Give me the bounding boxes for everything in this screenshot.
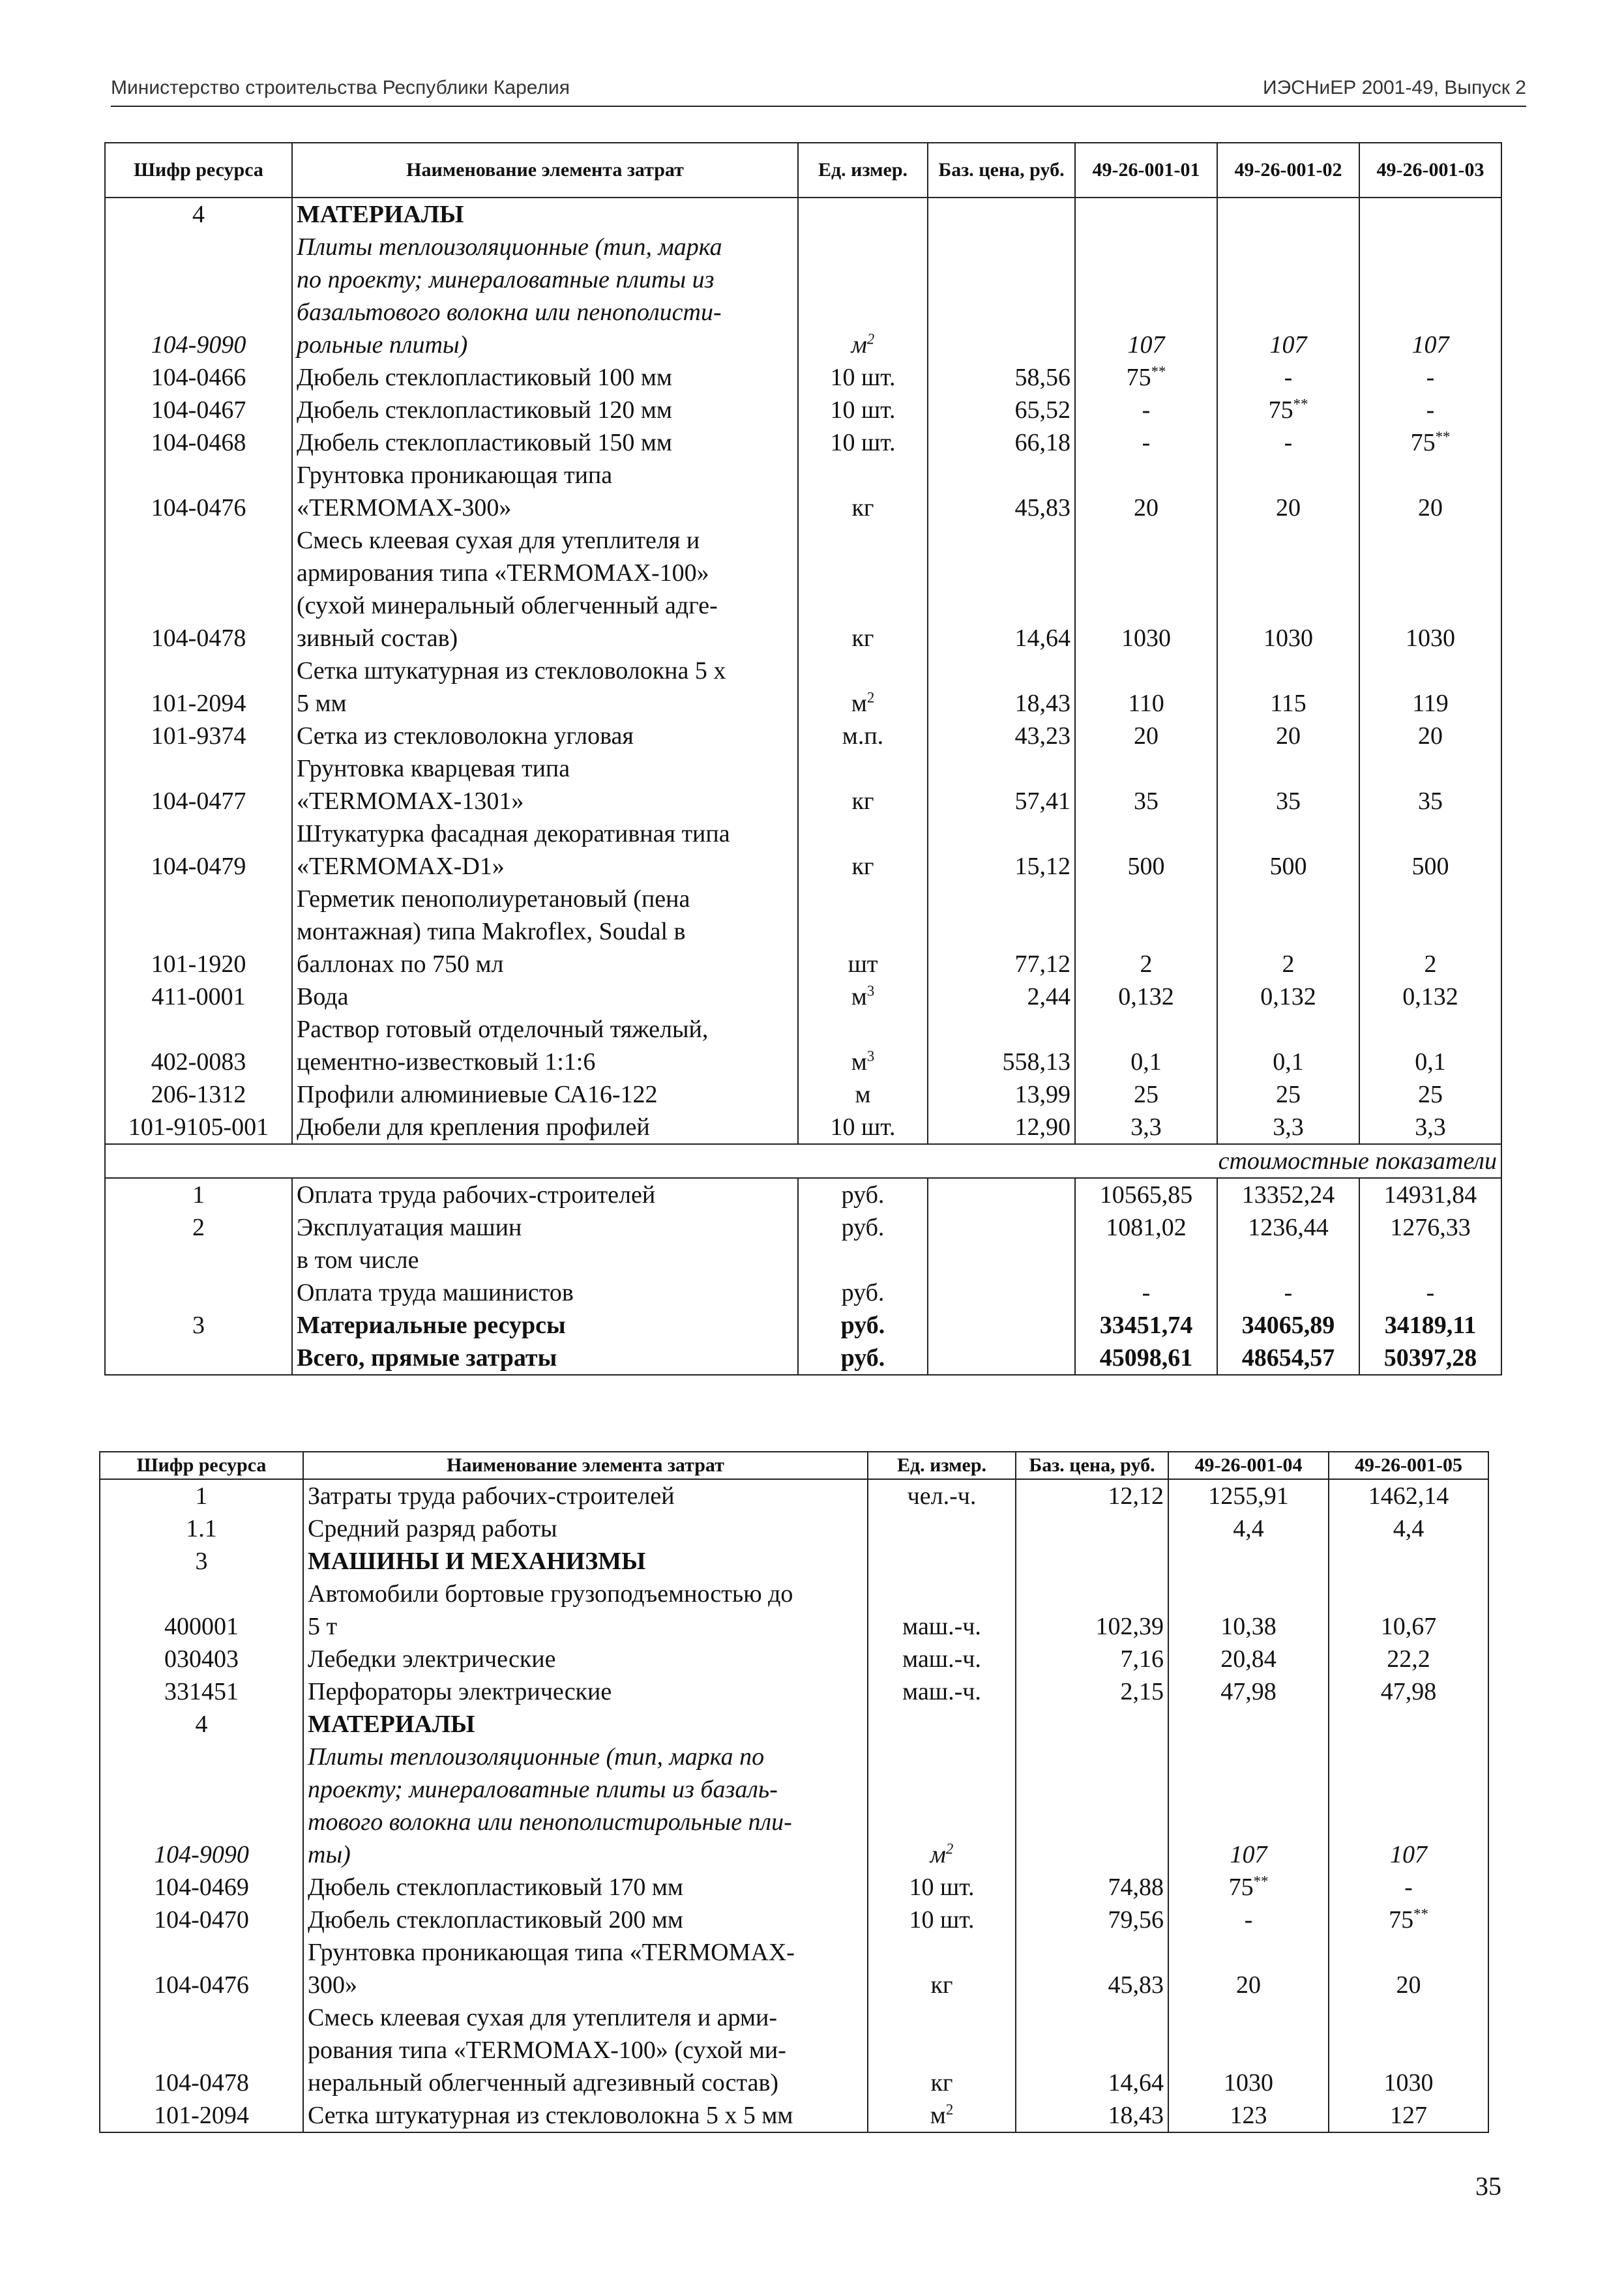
cost-item-name: Смесь клеевая сухая для утеплителя и арми- рования типа «TERMOMAX-100» (сухой ми- неральный облегченный адгезивный состав) [303,2001,868,2099]
cost-table-2 [99,1451,1489,2133]
cost-item-name: Автомобили бортовые грузоподъемностью до 5 т [303,1578,868,1643]
norm-value-v1: 45098,61 [1075,1342,1217,1375]
norm-value-v1: - [1075,426,1217,459]
norm-value-v2: 1030 [1329,2001,1488,2099]
base-price [928,1244,1075,1276]
base-price: 65,52 [928,394,1075,426]
resource-code: 104-0468 [105,426,292,459]
norm-value-v1: 75** [1075,361,1217,394]
norm-value-v2: 107 [1217,231,1359,361]
cost-item-name: в том числе [292,1244,798,1276]
cost-item-name: Дюбель стеклопластиковый 100 мм [292,361,798,394]
norm-value-v3: 20 [1359,459,1501,524]
cost-item-name: МАТЕРИАЛЫ [303,1708,868,1741]
cost-item-name: Сетка из стекловолокна угловая [292,720,798,752]
resource-code: 104-0478 [105,524,292,655]
resource-code: 411-0001 [105,980,292,1013]
base-price: 43,23 [928,720,1075,752]
norm-value-v3: 500 [1359,817,1501,883]
table-row [105,459,1501,524]
norm-value-v2: 48654,57 [1217,1342,1359,1375]
cost-item-name: Раствор готовый отделочный тяжелый, цементно-известковый 1:1:6 [292,1013,798,1078]
base-price: 74,88 [1016,1871,1168,1904]
col-header-norm-05: 49-26-001-05 [1329,1452,1488,1479]
norm-value-v3: 75** [1359,426,1501,459]
cost-item-name: Лебедки электрические [303,1643,868,1675]
cost-item-name: МАШИНЫ И МЕХАНИЗМЫ [303,1545,868,1578]
resource-code: 104-0467 [105,394,292,426]
norm-value-v2: 1462,14 [1329,1479,1488,1512]
norm-value-v2: 2 [1217,883,1359,980]
table-row [105,883,1501,980]
unit-of-measure: кг [798,817,928,883]
col-header-norm-03: 49-26-001-03 [1359,143,1501,198]
unit-of-measure: $м^2$ [868,2099,1016,2132]
norm-value-v2: 1030 [1217,524,1359,655]
table-row [105,1078,1501,1111]
norm-value-v2: 115 [1217,655,1359,720]
header-ministry: Министерство строительства Республики Карелия [111,77,570,98]
norm-value-v1: 0,132 [1075,980,1217,1013]
table-header-row [100,1452,1488,1479]
norm-value-v2: - [1217,361,1359,394]
unit-of-measure [868,1545,1016,1578]
norm-value-v2: 10,67 [1329,1578,1488,1643]
unit-of-measure: кг [798,459,928,524]
unit-of-measure: $м^2$ [798,231,928,361]
unit-of-measure: маш.-ч. [868,1643,1016,1675]
norm-value-v3: 119 [1359,655,1501,720]
table1-cost-body [105,1144,1501,1375]
norm-value-v1: 33451,74 [1075,1309,1217,1342]
unit-of-measure [868,1512,1016,1545]
cost-item-name: Дюбели для крепления профилей [292,1111,798,1144]
norm-value-v3: - [1359,1276,1501,1309]
norm-value-v1: 35 [1075,752,1217,817]
unit-of-measure: руб. [798,1342,928,1375]
table-row [105,980,1501,1013]
norm-value-v1: 1030 [1075,524,1217,655]
resource-code: 104-0476 [100,1936,303,2001]
norm-value-v2: 35 [1217,752,1359,817]
cost-item-name: Всего, прямые затраты [292,1342,798,1375]
base-price: 18,43 [1016,2099,1168,2132]
resource-code: 101-9105-001 [105,1111,292,1144]
unit-of-measure: шт [798,883,928,980]
norm-value-v1: 107 [1075,231,1217,361]
table-row [105,655,1501,720]
resource-code: 101-2094 [100,2099,303,2132]
base-price: 45,83 [1016,1936,1168,2001]
norm-value-v2: 34065,89 [1217,1309,1359,1342]
norm-value-v1: 1255,91 [1168,1479,1329,1512]
resource-code: 104-0479 [105,817,292,883]
norm-value-v1: - [1075,1276,1217,1309]
resource-code: 400001 [100,1578,303,1643]
norm-value-v1: 1030 [1168,2001,1329,2099]
norm-value-v3: 2 [1359,883,1501,980]
norm-value-v1: 75** [1168,1871,1329,1904]
header-rule [111,106,1526,107]
cost-item-name: Затраты труда рабочих-строителей [303,1479,868,1512]
cost-item-name: Дюбель стеклопластиковый 120 мм [292,394,798,426]
norm-value-v3: 35 [1359,752,1501,817]
cost-item-name: Перфораторы электрические [303,1675,868,1708]
norm-value-v2: 75** [1217,394,1359,426]
table-row [100,1643,1488,1675]
norm-value-v1: 500 [1075,817,1217,883]
col-header-code: Шифр ресурса [105,143,292,198]
norm-value-v1 [1168,1708,1329,1741]
unit-of-measure: руб. [798,1309,928,1342]
table-row [105,1013,1501,1078]
table2-body [100,1479,1488,2132]
unit-of-measure: 10 шт. [798,1111,928,1144]
norm-value-v3: 20 [1359,720,1501,752]
table-row [100,1741,1488,1871]
norm-value-v1: 0,1 [1075,1013,1217,1078]
unit-of-measure: $м^2$ [868,1741,1016,1871]
resource-code: 3 [100,1545,303,1578]
base-price [1016,1512,1168,1545]
norm-value-v1: - [1075,394,1217,426]
base-price [928,1342,1075,1375]
unit-of-measure: $м^3$ [798,1013,928,1078]
table-row [105,1244,1501,1276]
unit-of-measure: кг [868,1936,1016,2001]
table-row [105,1309,1501,1342]
table-row [105,524,1501,655]
base-price [928,231,1075,361]
unit-of-measure: руб. [798,1276,928,1309]
table-row [105,752,1501,817]
cost-item-name: МАТЕРИАЛЫ [292,198,798,231]
table-row [105,1342,1501,1375]
norm-value-v3: 0,1 [1359,1013,1501,1078]
base-price: 2,15 [1016,1675,1168,1708]
base-price: 77,12 [928,883,1075,980]
norm-value-v1: 3,3 [1075,1111,1217,1144]
base-price [1016,1545,1168,1578]
base-price [928,1276,1075,1309]
col-header-norm-04: 49-26-001-04 [1168,1452,1329,1479]
norm-value-v1: - [1168,1904,1329,1936]
norm-value-v3: 34189,11 [1359,1309,1501,1342]
col-header-norm-01: 49-26-001-01 [1075,143,1217,198]
section-row [100,1545,1488,1578]
unit-of-measure: 10 шт. [868,1904,1016,1936]
cost-item-name: Дюбель стеклопластиковый 200 мм [303,1904,868,1936]
resource-code: 030403 [100,1643,303,1675]
unit-of-measure: 10 шт. [868,1871,1016,1904]
norm-value-v1: 25 [1075,1078,1217,1111]
unit-of-measure: $м^2$ [798,655,928,720]
table-row [105,1211,1501,1244]
norm-value-v1: 20 [1075,459,1217,524]
table-row [100,1675,1488,1708]
cost-item-name: Вода [292,980,798,1013]
norm-value-v1: 20,84 [1168,1643,1329,1675]
norm-value-v2: 4,4 [1329,1512,1488,1545]
table-row [100,2001,1488,2099]
table-row [105,1111,1501,1144]
table-row [100,1904,1488,1936]
resource-code: 104-0470 [100,1904,303,1936]
table-row [105,394,1501,426]
section-row [100,1708,1488,1741]
norm-value-v3: 0,132 [1359,980,1501,1013]
resource-code: 1 [100,1479,303,1512]
cost-item-name: Средний разряд работы [303,1512,868,1545]
cost-item-name: Плиты теплоизоляционные (тип, марка по проекту; минераловатные плиты из базаль- тового волокна или пенополистирольные пли- ты) [303,1741,868,1871]
base-price: 102,39 [1016,1578,1168,1643]
col-header-unit: Ед. измер. [798,143,928,198]
norm-value-v2: 127 [1329,2099,1488,2132]
norm-value-v2: 0,1 [1217,1013,1359,1078]
norm-value-v1: 1081,02 [1075,1211,1217,1244]
base-price: 13,99 [928,1078,1075,1111]
norm-value-v2: 1236,44 [1217,1211,1359,1244]
col-header-code: Шифр ресурса [100,1452,303,1479]
norm-value-v3: 50397,28 [1359,1342,1501,1375]
norm-value-v1: 10,38 [1168,1578,1329,1643]
col-header-name: Наименование элемента затрат [303,1452,868,1479]
norm-value-v2 [1217,198,1359,231]
norm-value-v2: 25 [1217,1078,1359,1111]
norm-value-v2: - [1217,426,1359,459]
norm-value-v2: 0,132 [1217,980,1359,1013]
base-price [1016,1741,1168,1871]
base-price: 66,18 [928,426,1075,459]
norm-value-v3: 1030 [1359,524,1501,655]
col-header-name: Наименование элемента затрат [292,143,798,198]
base-price: 2,44 [928,980,1075,1013]
base-price: 558,13 [928,1013,1075,1078]
resource-code: 104-0477 [105,752,292,817]
resource-code: 402-0083 [105,1013,292,1078]
unit-of-measure: $м^3$ [798,980,928,1013]
table-row [105,426,1501,459]
norm-value-v3: - [1359,394,1501,426]
norm-value-v2: - [1217,1276,1359,1309]
cost-item-name: Смесь клеевая сухая для утеплителя и армирования типа «TERMOMAX-100» (сухой минеральный облегченный адге- зивный состав) [292,524,798,655]
resource-code: 104-0469 [100,1871,303,1904]
page-number: 35 [1475,2171,1501,2201]
resource-code: 3 [105,1309,292,1342]
norm-value-v2: 20 [1329,1936,1488,2001]
norm-value-v2: 107 [1329,1741,1488,1871]
norm-value-v2: - [1329,1871,1488,1904]
table-row [100,2099,1488,2132]
cost-item-name: Герметик пенополиуретановый (пена монтажная) типа Makroflex, Soudal в баллонах по 750 мл [292,883,798,980]
base-price [928,198,1075,231]
norm-value-v3: 1276,33 [1359,1211,1501,1244]
norm-value-v1 [1075,1244,1217,1276]
unit-of-measure: кг [798,752,928,817]
base-price: 12,12 [1016,1479,1168,1512]
norm-value-v1: 110 [1075,655,1217,720]
resource-code: 101-1920 [105,883,292,980]
base-price: 57,41 [928,752,1075,817]
cost-item-name: Грунтовка кварцевая типа «TERMOMAX-1301» [292,752,798,817]
base-price: 45,83 [928,459,1075,524]
cost-item-name: Сетка штукатурная из стекловолокна 5 х 5 мм [292,655,798,720]
base-price: 7,16 [1016,1643,1168,1675]
norm-value-v1: 47,98 [1168,1675,1329,1708]
norm-value-v1: 20 [1075,720,1217,752]
base-price: 14,64 [1016,2001,1168,2099]
unit-of-measure: 10 шт. [798,394,928,426]
cost-item-name: Сетка штукатурная из стекловолокна 5 х 5 мм [303,2099,868,2132]
unit-of-measure [798,198,928,231]
base-price [1016,1708,1168,1741]
unit-of-measure: маш.-ч. [868,1675,1016,1708]
base-price [928,1309,1075,1342]
table-row [105,720,1501,752]
unit-of-measure: руб. [798,1178,928,1211]
cost-item-name: Профили алюминиевые СА16-122 [292,1078,798,1111]
table-header-row [105,143,1501,198]
cost-item-name: Штукатурка фасадная декоративная типа «TERMOMAX-D1» [292,817,798,883]
unit-of-measure: маш.-ч. [868,1578,1016,1643]
norm-value-v3: 3,3 [1359,1111,1501,1144]
cost-item-name: Грунтовка проникающая типа «TERMOMAX- 300» [303,1936,868,2001]
base-price: 14,64 [928,524,1075,655]
resource-code [105,1342,292,1375]
cost-item-name: Оплата труда рабочих-строителей [292,1178,798,1211]
resource-code: 4 [105,198,292,231]
resource-code: 104-0476 [105,459,292,524]
resource-code: 104-9090 [100,1741,303,1871]
unit-of-measure: м.п. [798,720,928,752]
norm-value-v3 [1359,1244,1501,1276]
cost-caption-row [105,1144,1501,1178]
cost-item-name: Оплата труда машинистов [292,1276,798,1309]
table-row [100,1479,1488,1512]
unit-of-measure [868,1708,1016,1741]
norm-value-v1 [1075,198,1217,231]
table1-body [105,198,1501,1144]
base-price: 58,56 [928,361,1075,394]
norm-value-v1 [1168,1545,1329,1578]
unit-of-measure: кг [868,2001,1016,2099]
cost-item-name: Грунтовка проникающая типа «TERMOMAX-300» [292,459,798,524]
norm-value-v2: 13352,24 [1217,1178,1359,1211]
norm-value-v2: 20 [1217,459,1359,524]
norm-value-v2: 75** [1329,1904,1488,1936]
cost-item-name: Дюбель стеклопластиковый 170 мм [303,1871,868,1904]
norm-value-v2: 22,2 [1329,1643,1488,1675]
norm-value-v2 [1217,1244,1359,1276]
cost-table-1 [104,142,1502,1376]
cost-item-name: Материальные ресурсы [292,1309,798,1342]
norm-value-v2: 47,98 [1329,1675,1488,1708]
norm-value-v1: 2 [1075,883,1217,980]
resource-code: 104-0478 [100,2001,303,2099]
cost-indicators-caption: стоимостные показатели [105,1144,1501,1178]
norm-value-v2: 500 [1217,817,1359,883]
cost-item-name: Эксплуатация машин [292,1211,798,1244]
table-row [100,1578,1488,1643]
norm-value-v1: 4,4 [1168,1512,1329,1545]
base-price: 18,43 [928,655,1075,720]
norm-value-v2: 20 [1217,720,1359,752]
base-price: 12,90 [928,1111,1075,1144]
unit-of-measure: м [798,1078,928,1111]
base-price: 15,12 [928,817,1075,883]
norm-value-v3 [1359,198,1501,231]
table-row [100,1871,1488,1904]
norm-value-v1: 123 [1168,2099,1329,2132]
unit-of-measure: кг [798,524,928,655]
table-row [105,817,1501,883]
header-collection: ИЭСНиЕР 2001-49, Выпуск 2 [1263,77,1526,98]
unit-of-measure: 10 шт. [798,426,928,459]
resource-code: 104-0466 [105,361,292,394]
resource-code [105,1244,292,1276]
resource-code: 4 [100,1708,303,1741]
table-row [100,1936,1488,2001]
resource-code: 104-9090 [105,231,292,361]
base-price [928,1211,1075,1244]
col-header-norm-02: 49-26-001-02 [1217,143,1359,198]
table-row [100,1512,1488,1545]
unit-of-measure: 10 шт. [798,361,928,394]
resource-code: 101-9374 [105,720,292,752]
norm-value-v3: 14931,84 [1359,1178,1501,1211]
unit-of-measure: руб. [798,1211,928,1244]
norm-value-v3: - [1359,361,1501,394]
col-header-price: Баз. цена, руб. [928,143,1075,198]
table-row [105,231,1501,361]
col-header-price: Баз. цена, руб. [1016,1452,1168,1479]
resource-code: 1 [105,1178,292,1211]
norm-value-v3: 107 [1359,231,1501,361]
cost-item-name: Плиты теплоизоляционные (тип, марка по проекту; минераловатные плиты из базальтового волокна или пенополисти- рольные плиты) [292,231,798,361]
norm-value-v2 [1329,1545,1488,1578]
base-price [928,1178,1075,1211]
table-row [105,361,1501,394]
resource-code: 331451 [100,1675,303,1708]
resource-code: 1.1 [100,1512,303,1545]
norm-value-v2 [1329,1708,1488,1741]
norm-value-v1: 10565,85 [1075,1178,1217,1211]
norm-value-v3: 25 [1359,1078,1501,1111]
unit-of-measure [798,1244,928,1276]
section-row [105,198,1501,231]
table-row [105,1178,1501,1211]
resource-code: 206-1312 [105,1078,292,1111]
col-header-unit: Ед. измер. [868,1452,1016,1479]
resource-code [105,1276,292,1309]
norm-value-v1: 107 [1168,1741,1329,1871]
resource-code: 101-2094 [105,655,292,720]
norm-value-v2: 3,3 [1217,1111,1359,1144]
unit-of-measure: чел.-ч. [868,1479,1016,1512]
norm-value-v1: 20 [1168,1936,1329,2001]
resource-code: 2 [105,1211,292,1244]
cost-item-name: Дюбель стеклопластиковый 150 мм [292,426,798,459]
base-price: 79,56 [1016,1904,1168,1936]
table-row [105,1276,1501,1309]
